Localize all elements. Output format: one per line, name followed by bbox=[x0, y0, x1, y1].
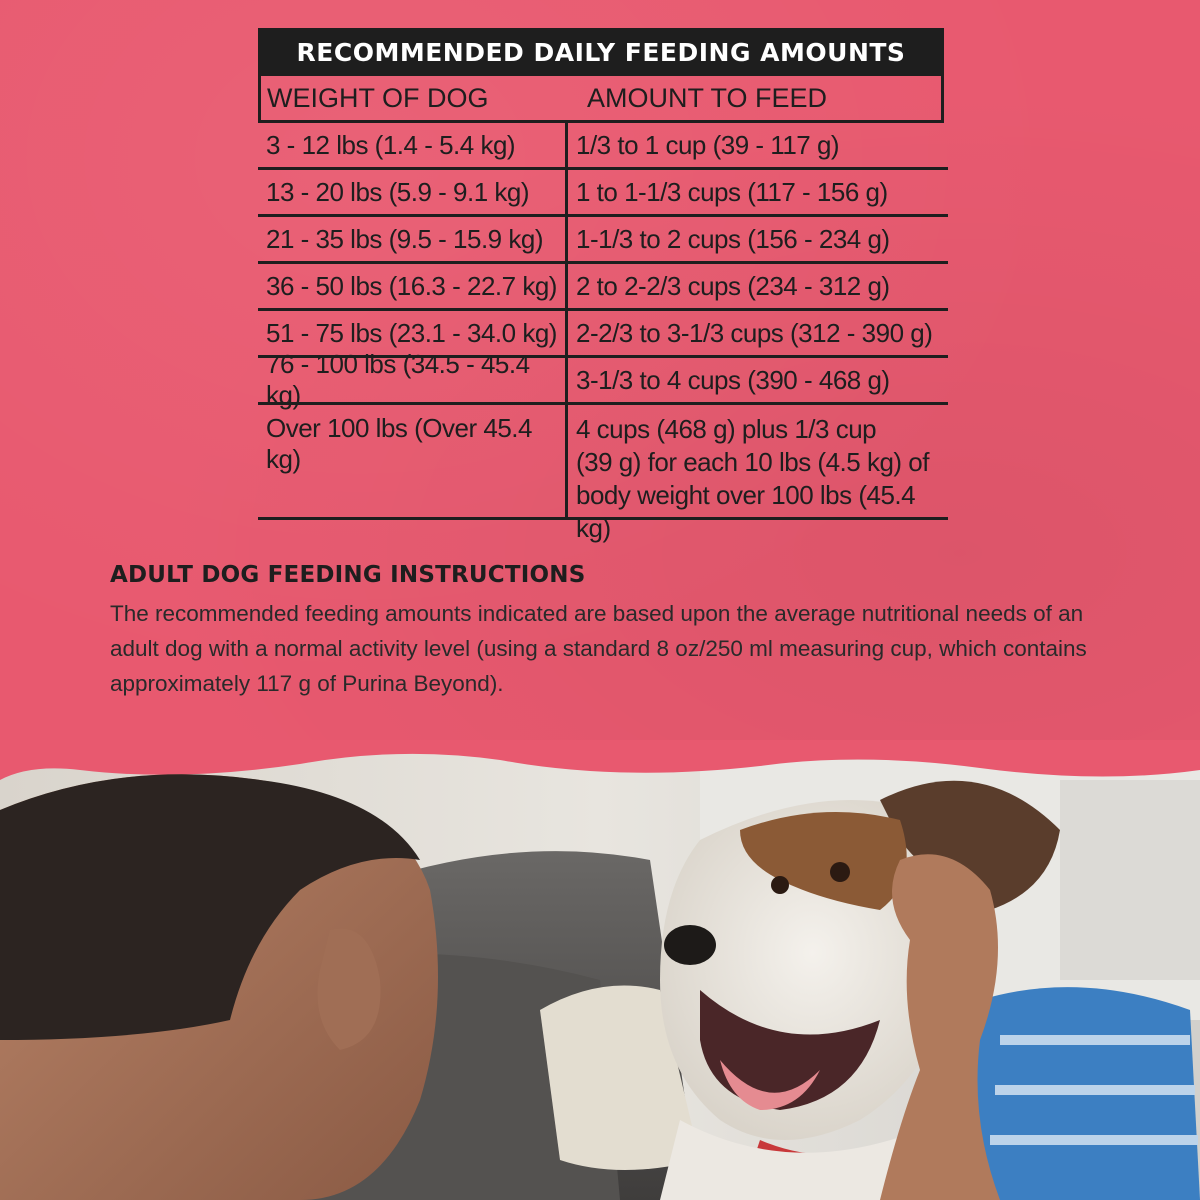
photo-man-with-dog bbox=[0, 740, 1200, 1200]
photo-illustration bbox=[0, 740, 1200, 1200]
amount-cell: 2 to 2-2/3 cups (234 - 312 g) bbox=[576, 270, 890, 301]
instructions-line: The recommended feeding amounts indicated are based upon the average nutritional needs of an bbox=[110, 601, 1084, 626]
table-row bbox=[258, 264, 948, 311]
table-row bbox=[258, 405, 948, 543]
amount-cell-multiline bbox=[568, 405, 948, 543]
header-weight: WEIGHT OF DOG bbox=[267, 82, 489, 113]
weight-cell: 13 - 20 lbs (5.9 - 9.1 kg) bbox=[258, 170, 568, 214]
feeding-table bbox=[258, 28, 944, 543]
weight-cell: 21 - 35 lbs (9.5 - 15.9 kg) bbox=[258, 217, 568, 261]
weight-cell: 51 - 75 lbs (23.1 - 34.0 kg) bbox=[258, 311, 568, 355]
instructions-body bbox=[110, 596, 1100, 701]
amount-cell: 1/3 to 1 cup (39 - 117 g) bbox=[576, 129, 840, 160]
amount-cell: 3-1/3 to 4 cups (390 - 468 g) bbox=[576, 364, 890, 395]
table-row bbox=[258, 123, 948, 170]
amount-cell: 2-2/3 to 3-1/3 cups (312 - 390 g) bbox=[576, 317, 933, 348]
table-title: RECOMMENDED DAILY FEEDING AMOUNTS bbox=[258, 28, 944, 76]
amount-line: 4 cups (468 g) plus 1/3 cup bbox=[576, 414, 877, 444]
table-row bbox=[258, 217, 948, 264]
weight-cell: 36 - 50 lbs (16.3 - 22.7 kg) bbox=[258, 264, 568, 308]
instructions-line: approximately 117 g of Purina Beyond). bbox=[110, 671, 504, 696]
table-row bbox=[258, 170, 948, 217]
weight-cell: 3 - 12 lbs (1.4 - 5.4 kg) bbox=[258, 123, 568, 167]
weight-cell: 76 - 100 lbs (34.5 - 45.4 kg) bbox=[258, 358, 568, 402]
instructions-heading: ADULT DOG FEEDING INSTRUCTIONS bbox=[110, 562, 586, 588]
weight-cell: Over 100 lbs (Over 45.4 kg) bbox=[258, 405, 568, 517]
table-row bbox=[258, 349, 948, 410]
header-amount: AMOUNT TO FEED bbox=[587, 82, 828, 113]
amount-line: (39 g) for each 10 lbs (4.5 kg) of bbox=[576, 447, 929, 477]
table-header-row bbox=[258, 76, 944, 123]
amount-cell: 1-1/3 to 2 cups (156 - 234 g) bbox=[576, 223, 890, 254]
amount-line: body weight over 100 lbs (45.4 kg) bbox=[576, 480, 916, 543]
table-body bbox=[258, 123, 948, 543]
instructions-line: adult dog with a normal activity level (using a standard 8 oz/250 ml measuring cup, which contains bbox=[110, 636, 1087, 661]
amount-cell: 1 to 1-1/3 cups (117 - 156 g) bbox=[576, 176, 888, 207]
